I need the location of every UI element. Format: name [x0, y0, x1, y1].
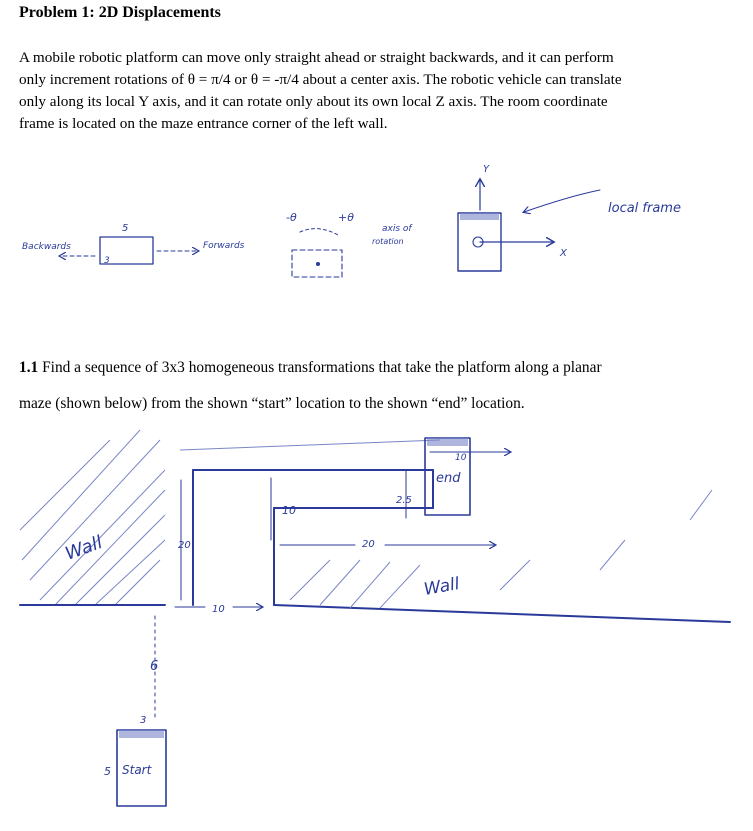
paragraph-line: only increment rotations of θ = π/4 or θ = -π/4 about a center axis. The robotic vehicle can translate [19, 71, 622, 88]
backwards-label: Backwards [22, 242, 71, 252]
start-platform-front [119, 730, 164, 738]
vertical-20-label: 20 [178, 540, 191, 551]
plus-theta-label: +θ [338, 211, 354, 224]
end-platform-front [427, 438, 468, 446]
subquestion-line: maze (shown below) from the shown “start” location to the shown “end” location. [19, 395, 525, 412]
x-axis-label: X [560, 248, 567, 259]
forwards-label: Forwards [203, 241, 245, 251]
axis-of-rotation-label-2: rotation [372, 237, 404, 246]
minus-theta-label: -θ [286, 211, 297, 224]
left-wall-label: Wall [62, 532, 106, 565]
paragraph-line: A mobile robotic platform can move only straight ahead or straight backwards, and it can perform [19, 49, 614, 66]
horizontal-20-label: 20 [362, 539, 375, 550]
axis-of-rotation-label: axis of [382, 224, 412, 234]
width-5-label: 5 [122, 223, 129, 234]
subquestion-line-text: Find a sequence of 3x3 homogeneous transformations that take the platform along a planar [42, 359, 602, 376]
paragraph-line: frame is located on the maze entrance corner of the left wall. [19, 115, 388, 132]
right-wall-label: Wall [422, 574, 462, 600]
end-label: end [436, 471, 461, 486]
paragraph-line: only along its local Y axis, and it can rotate only about its own local Z axis. The room coordinate [19, 93, 608, 110]
top-10-label: 10 [455, 453, 467, 463]
bottom-10-label: 10 [212, 604, 225, 615]
height-3-label: 3 [104, 256, 110, 266]
subquestion-number: 1.1 [19, 359, 39, 376]
left-wall-hatching [20, 430, 440, 605]
dim-2-5-label: 2.5 [396, 495, 412, 506]
problem-title: Problem 1: 2D Displacements [19, 4, 221, 21]
dim-5-label: 5 [104, 765, 111, 778]
y-axis-label: Y [483, 164, 490, 175]
mid-10-label: 10 [282, 504, 296, 517]
local-frame-label: local frame [608, 201, 681, 216]
start-label: Start [122, 763, 152, 777]
dim-6-label: 6 [150, 659, 159, 674]
dim-3-label: 3 [140, 715, 147, 726]
maze-walls [20, 470, 730, 622]
